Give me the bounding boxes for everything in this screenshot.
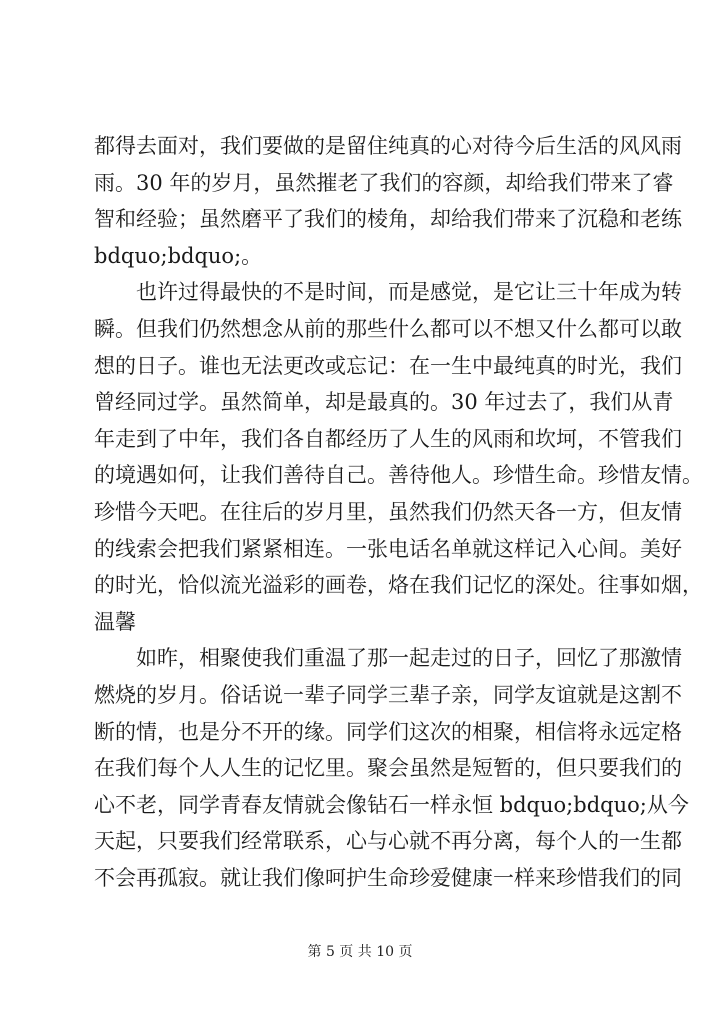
text-line: 也许过得最快的不是时间，而是感觉，是它让三十年成为转 xyxy=(136,280,682,305)
text-line: 的时光，恰似流光溢彩的画卷，烙在我们记忆的深处。往事如烟， xyxy=(94,573,703,598)
paragraph-2 xyxy=(94,274,703,640)
text-line: 想的日子。谁也无法更改或忘记：在一生中最纯真的时光，我们 xyxy=(94,353,682,378)
text-line: 年走到了中年，我们各自都经历了人生的风雨和坎坷，不管我们 xyxy=(94,426,682,451)
text-line: 的境遇如何，让我们善待自己。善待他人。珍惜生命。珍惜友情。 xyxy=(94,463,703,488)
text-line: 珍惜今天吧。在往后的岁月里，虽然我们仍然天各一方，但友情 xyxy=(94,499,682,524)
text-line: 燃烧的岁月。俗话说一辈子同学三辈子亲，同学友谊就是这割不 xyxy=(94,682,682,707)
text-line: 雨。30 年的岁月，虽然摧老了我们的容颜，却给我们带来了睿 xyxy=(94,170,674,195)
text-line: 瞬。但我们仍然想念从前的那些什么都可以不想又什么都可以敢 xyxy=(94,316,682,341)
page-footer xyxy=(0,941,720,961)
text-line: bdquo;bdquo;。 xyxy=(94,243,263,268)
text-line: 断的情，也是分不开的缘。同学们这次的相聚，相信将永远定格 xyxy=(94,719,682,744)
text-line: 在我们每个人人生的记忆里。聚会虽然是短暂的，但只要我们的 xyxy=(94,756,682,781)
text-line: 温馨 xyxy=(94,609,136,634)
paragraph-3 xyxy=(94,640,689,896)
text-line: 智和经验；虽然磨平了我们的棱角，却给我们带来了沉稳和老练 xyxy=(94,207,682,232)
text-line: 如昨，相聚使我们重温了那一起走过的日子，回忆了那激情 xyxy=(136,646,682,671)
paragraph-1 xyxy=(94,128,682,274)
text-line: 都得去面对，我们要做的是留住纯真的心对待今后生活的风风雨 xyxy=(94,134,682,158)
text-line: 的线索会把我们紧紧相连。一张电话名单就这样记入心间。美好 xyxy=(94,536,682,561)
text-line: 曾经同过学。虽然简单，却是最真的。30 年过去了，我们从青 xyxy=(94,390,674,415)
page-number: 第 5 页 共 10 页 xyxy=(307,944,413,960)
document-body xyxy=(94,128,703,896)
text-line: 天起，只要我们经常联系，心与心就不再分离，每个人的一生都 xyxy=(94,829,682,854)
text-line: 心不老，同学青春友情就会像钻石一样永恒 bdquo;bdquo;从今 xyxy=(94,792,689,817)
text-line: 不会再孤寂。就让我们像呵护生命珍爱健康一样来珍惜我们的同 xyxy=(94,865,682,890)
